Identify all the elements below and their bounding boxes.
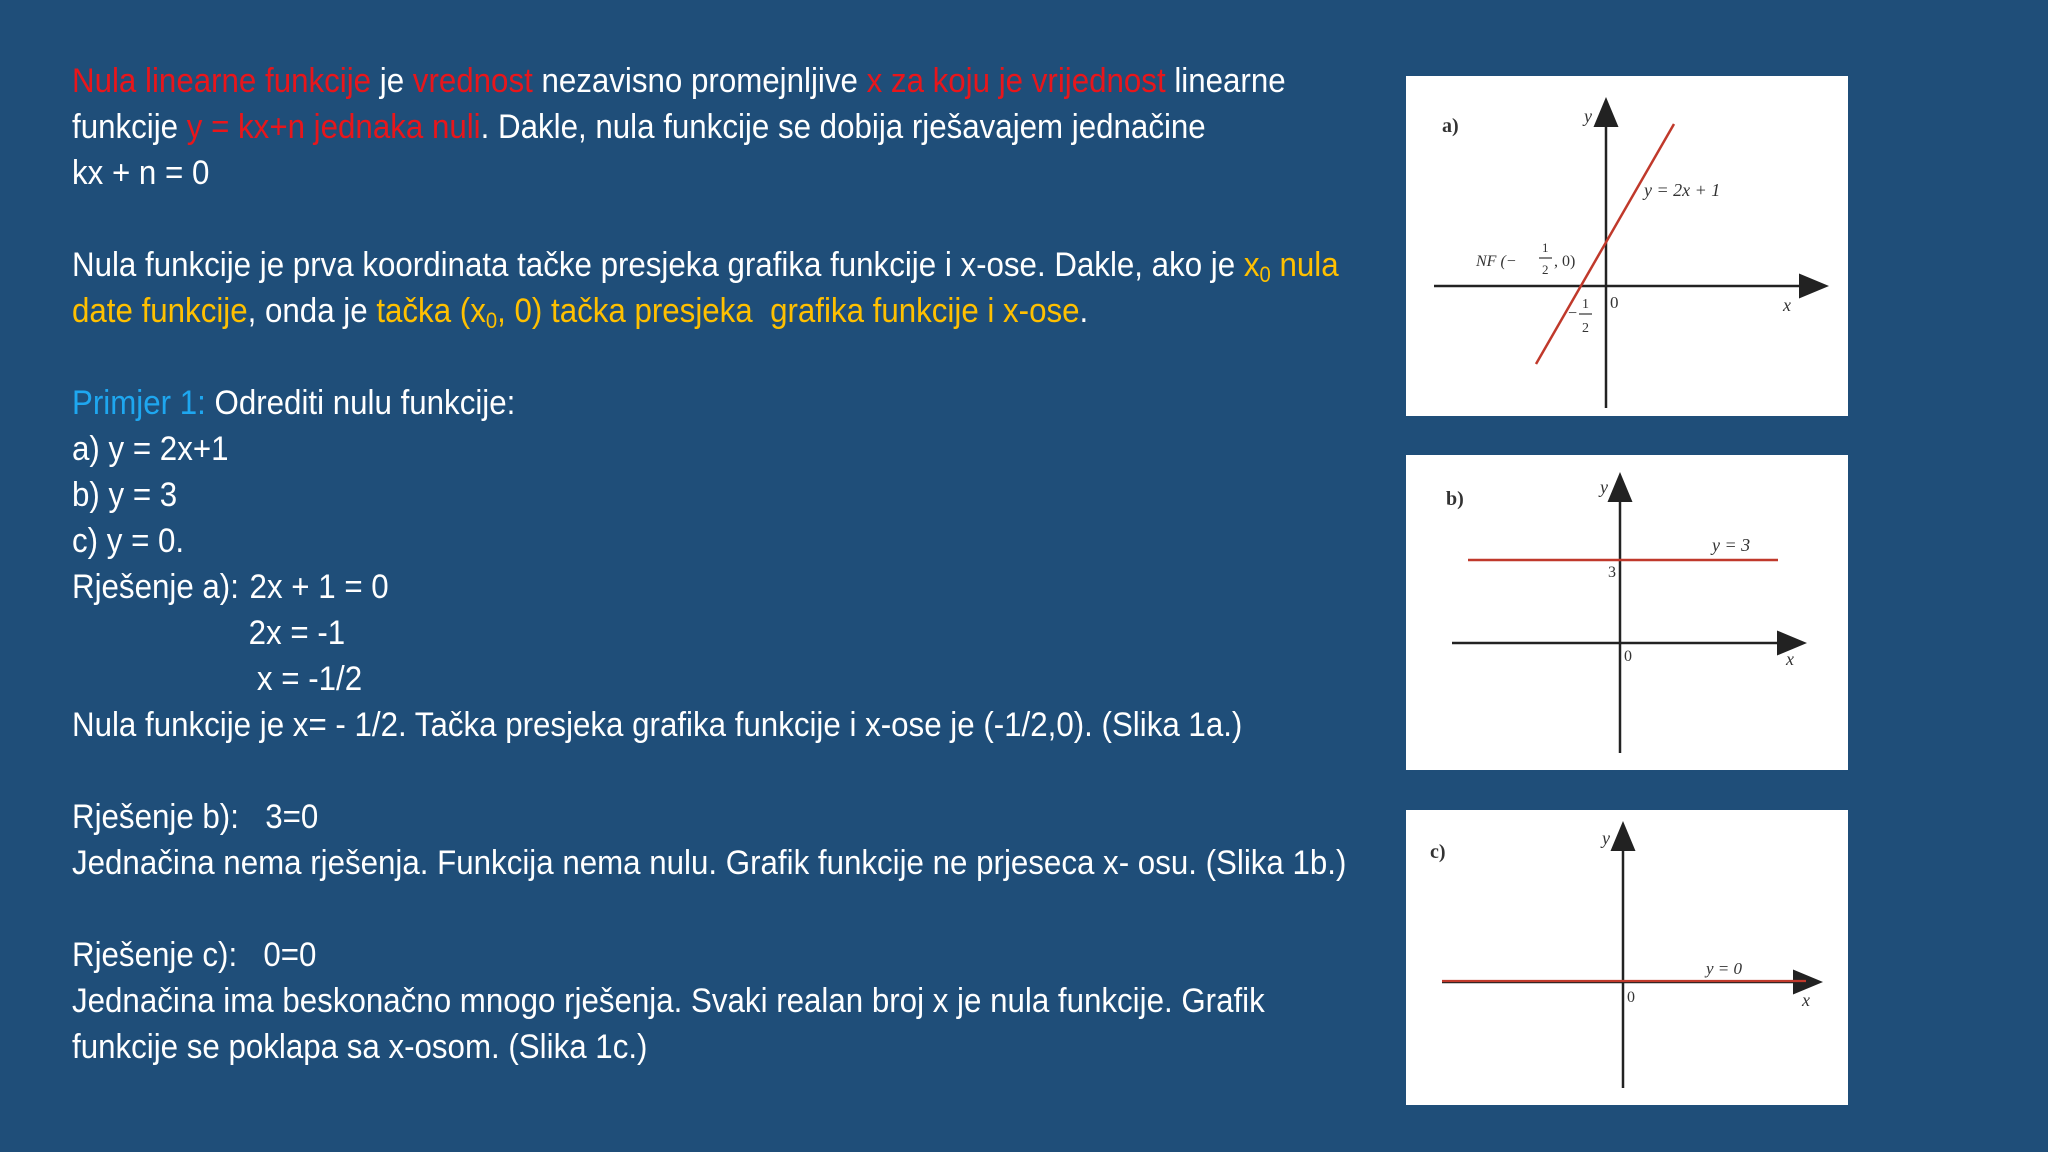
text-span: je xyxy=(371,62,413,100)
figure-1b-graph xyxy=(1406,455,1848,770)
solution-a-line-2 xyxy=(72,610,1286,656)
example-item-a: a) y = 2x+1 xyxy=(72,430,229,468)
x-axis-label: x xyxy=(1783,295,1791,315)
figure-label: a) xyxy=(1442,115,1459,137)
equation: 2x + 1 = 0 xyxy=(249,568,389,606)
solution-c-line xyxy=(72,932,1286,978)
subscript: 0 xyxy=(485,308,498,333)
equation: 0=0 xyxy=(263,936,317,974)
solution-a-line-3 xyxy=(72,656,1286,702)
solution-c-conclusion-2: funkcije se poklapa sa x-osom. (Slika 1c.) xyxy=(72,1028,648,1066)
figure-1c-graph xyxy=(1406,810,1848,1105)
spacer xyxy=(72,334,1286,380)
text-span: . xyxy=(1079,292,1089,330)
line-label: y = 3 xyxy=(1712,535,1751,555)
equation: x = -1/2 xyxy=(256,660,363,698)
line-label: y = 2x + 1 xyxy=(1644,180,1721,200)
text-span: , 0) tačka presjeka grafika funkcije i x-ose xyxy=(497,292,1080,330)
solution-c-conclusion-1: Jednačina ima beskonačno mnogo rješenja. Svaki realan broj x je nula funkcije. Grafik xyxy=(72,982,1265,1020)
text-span: linearne xyxy=(1165,62,1286,100)
term-value: vrednost xyxy=(412,62,533,100)
tick-denominator: 2 xyxy=(1582,321,1589,336)
solution-a-conclusion: Nula funkcije je x= - 1/2. Tačka presjeka grafika funkcije i x-ose je (-1/2,0). (Slika 1a.) xyxy=(72,706,1243,744)
example-item-b: b) y = 3 xyxy=(72,476,178,514)
solution-b-conclusion: Jednačina nema rješenja. Funkcija nema nulu. Grafik funkcije ne prjeseca x- osu. (Slika 1b.) xyxy=(72,844,1347,882)
solution-label: Rješenje b): xyxy=(72,798,239,836)
example-label: Primjer 1: xyxy=(72,384,206,422)
slide-text xyxy=(72,58,1347,1070)
zero-label: NF (− xyxy=(1476,253,1517,270)
figure-1a-graph xyxy=(1406,76,1848,416)
term-x0 xyxy=(1243,246,1339,287)
paragraph-1-line-3: kx + n = 0 xyxy=(72,154,210,192)
zero-label-denominator: 2 xyxy=(1542,262,1549,277)
graph-y-0 xyxy=(1406,810,1848,1105)
text-span: nezavisno promejnljive xyxy=(532,62,867,100)
equation: 2x = -1 xyxy=(248,614,346,652)
zero-label-rest: , 0) xyxy=(1554,253,1576,270)
text-span: Odrediti nulu funkcije: xyxy=(205,384,516,422)
origin-label: 0 xyxy=(1627,989,1635,1006)
origin-label: 0 xyxy=(1610,293,1619,312)
y-axis-label: y xyxy=(1584,106,1592,126)
solution-b-line xyxy=(72,794,1286,840)
text-span: x xyxy=(1243,246,1260,284)
paragraph-2-line-1 xyxy=(72,242,1339,288)
term-intersection-point xyxy=(376,292,1080,333)
solution-label: Rješenje c): xyxy=(72,936,238,974)
y-tick-label: 3 xyxy=(1608,564,1616,581)
spacer xyxy=(72,886,1286,932)
text-span: tačka (x xyxy=(376,292,486,330)
figure-label: b) xyxy=(1446,488,1464,510)
origin-label: 0 xyxy=(1624,648,1632,665)
x-axis-label: x xyxy=(1786,649,1794,669)
text-span: . Dakle, nula funkcije se dobija rješavajem jednačine xyxy=(480,108,1206,146)
graph-y-3 xyxy=(1406,455,1848,770)
text-span: , onda je xyxy=(247,292,377,330)
paragraph-1-line-2 xyxy=(72,104,1286,150)
paragraph-1-line-1 xyxy=(72,58,1286,104)
zero-label-numerator: 1 xyxy=(1542,240,1549,255)
spacer xyxy=(72,748,1286,794)
term-given-function: date funkcije xyxy=(72,292,248,330)
term-x-value: x za koju je vrijednost xyxy=(866,62,1166,100)
spacer xyxy=(72,196,1286,242)
y-axis-label: y xyxy=(1600,477,1608,497)
text-span: Nula funkcije je prva koordinata tačke presjeka grafika funkcije i x-ose. Dakle, ako je xyxy=(72,246,1244,284)
example-heading xyxy=(72,380,1286,426)
text-span: nula xyxy=(1270,246,1339,284)
tick-sign: − xyxy=(1568,305,1578,322)
x-axis-label: x xyxy=(1802,990,1810,1010)
solution-label: Rješenje a): xyxy=(72,568,239,606)
example-item-c: c) y = 0. xyxy=(72,522,185,560)
tick-numerator: 1 xyxy=(1582,297,1589,312)
solution-a-line-1 xyxy=(72,564,1286,610)
y-axis-label: y xyxy=(1602,828,1610,848)
line-label: y = 0 xyxy=(1706,959,1743,978)
figure-label: c) xyxy=(1430,841,1446,863)
graph-y-2x-plus-1 xyxy=(1406,76,1848,416)
text-span: funkcije xyxy=(72,108,187,146)
paragraph-2-line-2 xyxy=(72,288,1286,334)
equation: 3=0 xyxy=(265,798,319,836)
term-equation: y = kx+n jednaka nuli xyxy=(186,108,481,146)
term-zero-of-function: Nula linearne funkcije xyxy=(72,62,372,100)
subscript: 0 xyxy=(1259,262,1271,287)
